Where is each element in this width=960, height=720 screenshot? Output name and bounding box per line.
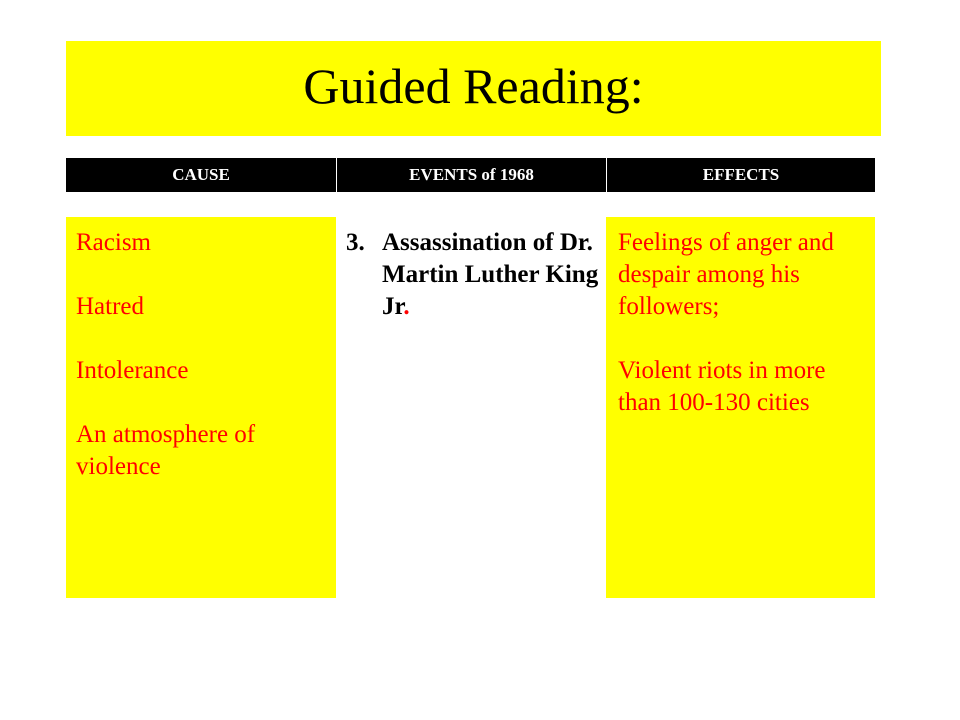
header-effects: EFFECTS [702, 165, 780, 184]
cause-item: Hatred [76, 293, 145, 320]
event-item [346, 227, 602, 323]
effect-item: Violent riots in more than 100-130 cities [618, 357, 826, 416]
table-header-row [66, 158, 875, 192]
event-text: Assassination of Dr. Martin Luther King Jr [382, 229, 599, 320]
effects-box [606, 217, 875, 598]
effect-item: Feelings of anger and despair among his followers; [618, 229, 834, 320]
page-title: Guided Reading: [303, 57, 644, 114]
cause-item: Intolerance [76, 357, 189, 384]
cause-box [66, 217, 336, 598]
event-period: . [403, 293, 410, 320]
events-box [336, 217, 606, 598]
event-number: 3. [346, 229, 365, 256]
cause-item: An atmosphere of violence [76, 421, 256, 480]
cause-item: Racism [76, 229, 151, 256]
event-text-wrap [382, 227, 602, 323]
title-banner [66, 41, 881, 136]
header-events: EVENTS of 1968 [337, 158, 607, 192]
header-cause: CAUSE [66, 158, 337, 192]
